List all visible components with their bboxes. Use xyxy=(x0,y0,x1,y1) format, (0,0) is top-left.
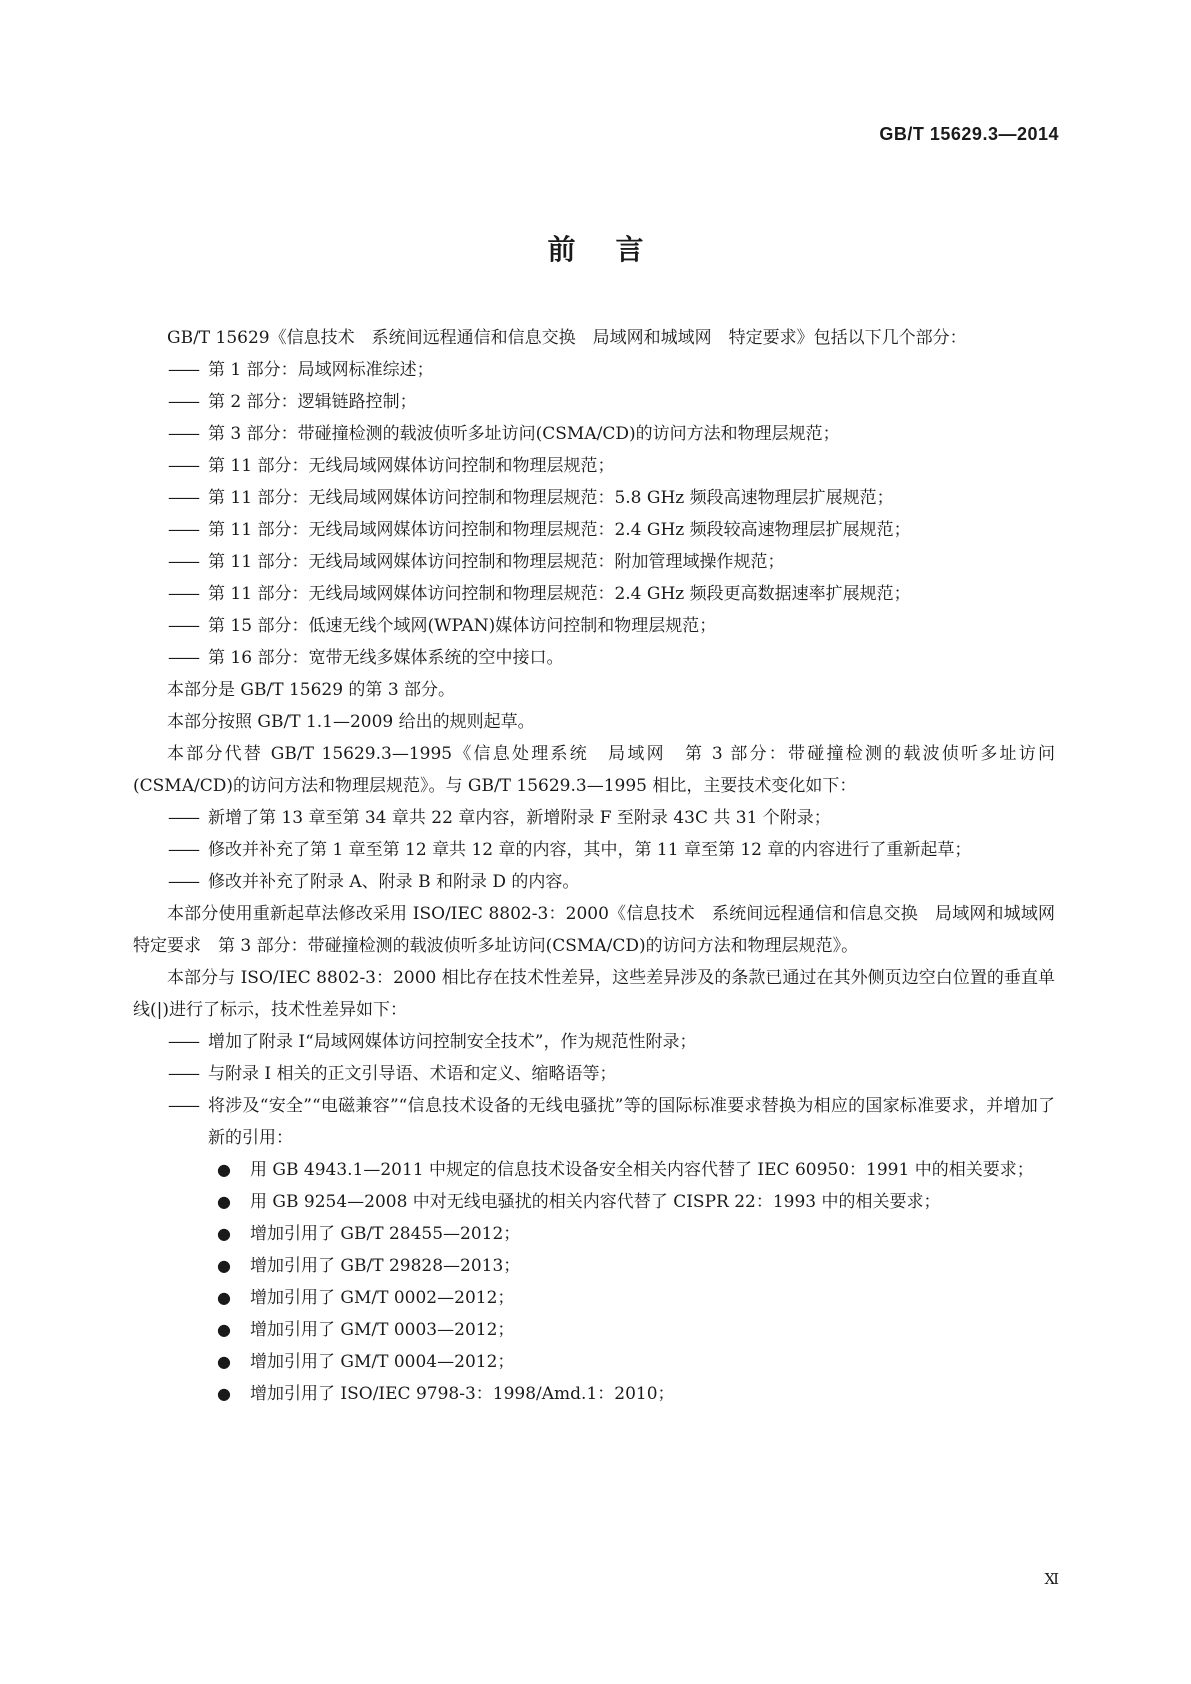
list-item xyxy=(133,1058,1055,1090)
list-item xyxy=(133,802,1055,834)
list-item-text: 增加引用了 GB/T 28455—2012； xyxy=(250,1224,521,1244)
list-item xyxy=(133,1026,1055,1058)
list-item-text: 第 11 部分：无线局域网媒体访问控制和物理层规范：2.4 GHz 频段更高数据速率扩展规范； xyxy=(208,584,911,604)
standard-code: GB/T 15629.3—2014 xyxy=(879,124,1059,144)
list-item-text: 将涉及“安全”“电磁兼容”“信息技术设备的无线电骚扰”等的国际标准要求替换为相应的国家标准要求，并增加了新的引用： xyxy=(208,1096,1055,1148)
list-item xyxy=(133,1218,1055,1250)
list-item-text: 第 11 部分：无线局域网媒体访问控制和物理层规范； xyxy=(208,456,615,476)
dash-mark: —— xyxy=(168,1096,198,1116)
list-item xyxy=(133,1282,1055,1314)
dash-mark: —— xyxy=(168,616,198,636)
bullet-icon: ● xyxy=(217,1192,231,1211)
differences-list xyxy=(133,1026,1055,1154)
bullet-icon: ● xyxy=(217,1256,231,1275)
page-title: 前言 xyxy=(547,233,684,266)
dash-mark: —— xyxy=(168,360,198,380)
bullet-icon: ● xyxy=(217,1384,231,1403)
list-item-text: 增加引用了 GM/T 0002—2012； xyxy=(250,1288,515,1308)
dash-mark: —— xyxy=(168,424,198,444)
list-item-text: 第 11 部分：无线局域网媒体访问控制和物理层规范：5.8 GHz 频段高速物理层扩展规范； xyxy=(208,488,894,508)
list-item-text: 第 11 部分：无线局域网媒体访问控制和物理层规范：附加管理域操作规范； xyxy=(208,552,785,572)
bullet-icon: ● xyxy=(217,1160,231,1179)
list-item-text: 第 15 部分：低速无线个域网(WPAN)媒体访问控制和物理层规范； xyxy=(208,616,717,636)
list-item xyxy=(133,610,1055,642)
list-item-text: 第 1 部分：局域网标准综述； xyxy=(208,360,434,380)
list-item xyxy=(133,1250,1055,1282)
dash-mark: —— xyxy=(168,552,198,572)
list-item-text: 用 GB 4943.1—2011 中规定的信息技术设备安全相关内容代替了 IEC 60950：1991 中的相关要求； xyxy=(250,1160,1034,1180)
list-item-text: 增加引用了 GM/T 0004—2012； xyxy=(250,1352,515,1372)
references-list xyxy=(133,1154,1055,1410)
list-item-text: 第 16 部分：宽带无线多媒体系统的空中接口。 xyxy=(208,648,564,668)
bullet-icon: ● xyxy=(217,1320,231,1339)
bullet-icon: ● xyxy=(217,1224,231,1243)
document-body xyxy=(133,322,1072,1410)
list-item xyxy=(133,386,1055,418)
drafting-statement: 本部分按照 GB/T 1.1—2009 给出的规则起草。 xyxy=(167,712,535,732)
list-item xyxy=(133,1186,1055,1218)
list-item xyxy=(133,1346,1055,1378)
list-item-text: 第 2 部分：逻辑链路控制； xyxy=(208,392,417,412)
list-item xyxy=(133,578,1055,610)
list-item-text: 第 3 部分：带碰撞检测的载波侦听多址访问(CSMA/CD)的访问方法和物理层规范； xyxy=(208,424,840,444)
part-of-statement: 本部分是 GB/T 15629 的第 3 部分。 xyxy=(167,680,456,700)
dash-mark: —— xyxy=(168,808,198,828)
list-item-text: 增加引用了 GM/T 0003—2012； xyxy=(250,1320,515,1340)
list-item xyxy=(133,1314,1055,1346)
list-item-text: 用 GB 9254—2008 中对无线电骚扰的相关内容代替了 CISPR 22：1993 中的相关要求； xyxy=(250,1192,941,1212)
dash-mark: —— xyxy=(168,648,198,668)
list-item xyxy=(133,546,1055,578)
list-item-text: 第 11 部分：无线局域网媒体访问控制和物理层规范：2.4 GHz 频段较高速物理层扩展规范； xyxy=(208,520,911,540)
list-item xyxy=(133,418,1055,450)
bullet-icon: ● xyxy=(217,1352,231,1371)
list-item-text: 修改并补充了附录 A、附录 B 和附录 D 的内容。 xyxy=(208,872,580,892)
bullet-icon: ● xyxy=(217,1288,231,1307)
page-number: Ⅺ xyxy=(1044,1570,1059,1588)
list-item xyxy=(133,450,1055,482)
adoption-statement: 本部分使用重新起草法修改采用 ISO/IEC 8802-3：2000《信息技术 系统间远程通信和信息交换 局域网和城域网 特定要求 第 3 部分：带碰撞检测的载波侦听多址访问(CSMA/CD)的访问方法和物理层规范》。 xyxy=(133,904,1072,956)
list-item xyxy=(133,642,1055,674)
dash-mark: —— xyxy=(168,840,198,860)
list-item xyxy=(133,1090,1055,1154)
list-item xyxy=(133,834,1055,866)
dash-mark: —— xyxy=(168,1032,198,1052)
differences-intro: 本部分与 ISO/IEC 8802-3：2000 相比存在技术性差异，这些差异涉及的条款已通过在其外侧页边空白位置的垂直单线(|)进行了标示，技术性差异如下： xyxy=(133,968,1055,1020)
list-item-text: 修改并补充了第 1 章至第 12 章共 12 章的内容，其中，第 11 章至第 12 章的内容进行了重新起草； xyxy=(208,840,972,860)
list-item xyxy=(133,514,1055,546)
list-item xyxy=(133,354,1055,386)
list-item-text: 增加引用了 ISO/IEC 9798-3：1998/Amd.1：2010； xyxy=(250,1384,675,1404)
changes-list xyxy=(133,802,1055,898)
dash-mark: —— xyxy=(168,1064,198,1084)
parts-list xyxy=(133,354,1055,674)
replaces-statement: 本部分代替 GB/T 15629.3—1995《信息处理系统 局域网 第 3 部分：带碰撞检测的载波侦听多址访问(CSMA/CD)的访问方法和物理层规范》。与 GB/T 15629.3—1995 相比，主要技术变化如下： xyxy=(133,744,1055,796)
list-item xyxy=(133,1378,1055,1410)
dash-mark: —— xyxy=(168,872,198,892)
list-item-text: 增加引用了 GB/T 29828—2013； xyxy=(250,1256,521,1276)
dash-mark: —— xyxy=(168,392,198,412)
dash-mark: —— xyxy=(168,488,198,508)
dash-mark: —— xyxy=(168,584,198,604)
dash-mark: —— xyxy=(168,520,198,540)
list-item-text: 增加了附录 I“局域网媒体访问控制安全技术”，作为规范性附录； xyxy=(208,1032,697,1052)
list-item xyxy=(133,1154,1055,1186)
intro-paragraph: GB/T 15629《信息技术 系统间远程通信和信息交换 局域网和城域网 特定要求》包括以下几个部分： xyxy=(167,328,967,348)
list-item-text: 新增了第 13 章至第 34 章共 22 章内容，新增附录 F 至附录 43C 共 31 个附录； xyxy=(208,808,831,828)
dash-mark: —— xyxy=(168,456,198,476)
list-item xyxy=(133,866,1055,898)
list-item-text: 与附录 I 相关的正文引导语、术语和定义、缩略语等； xyxy=(208,1064,617,1084)
list-item xyxy=(133,482,1055,514)
